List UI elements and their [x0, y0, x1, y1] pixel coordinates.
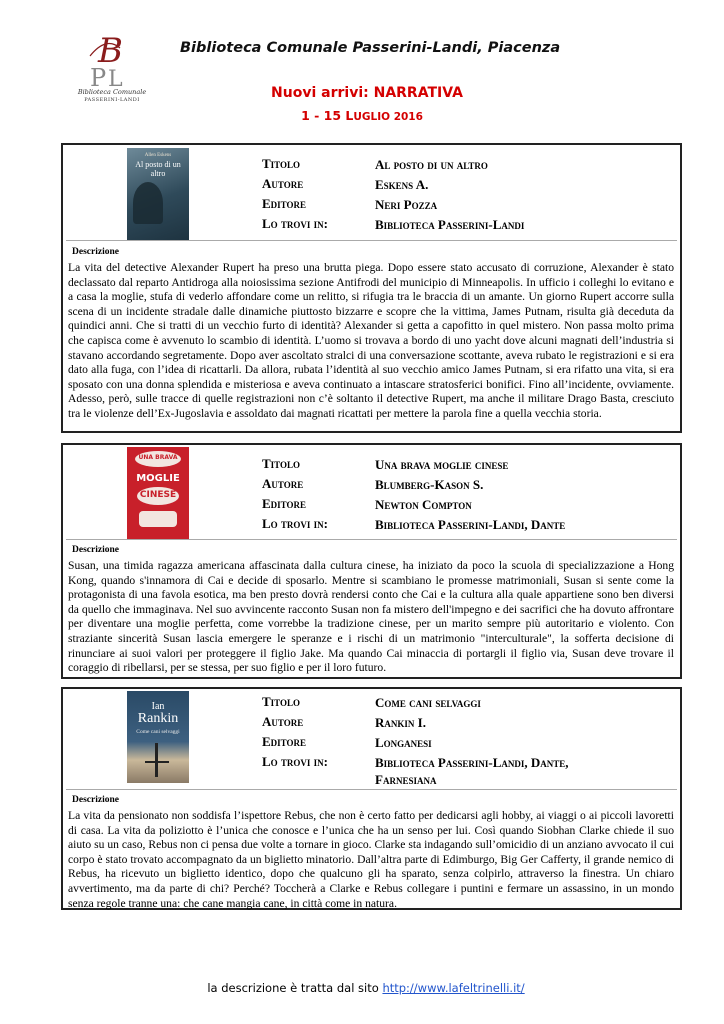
description-label: Descrizione — [72, 247, 119, 257]
book-location: Biblioteca Passerini-Landi — [375, 217, 525, 232]
date-range: 1 - 15 LUGLIO 2016 — [301, 108, 423, 123]
divider — [66, 539, 677, 540]
description-label: Descrizione — [72, 545, 119, 555]
divider — [66, 789, 677, 790]
cover-pier — [145, 761, 169, 763]
svg-text:L: L — [108, 67, 123, 88]
book-publisher: Newton Compton — [375, 497, 472, 512]
book-title: Come cani selvaggi — [375, 695, 481, 710]
footer-note: la descrizione è tratta dal sito http://www.lafeltrinelli.it/ — [207, 981, 525, 995]
source-link[interactable]: http://www.lafeltrinelli.it/ — [382, 981, 525, 995]
svg-text:P: P — [90, 64, 107, 88]
book-publisher: Longanesi — [375, 735, 432, 750]
book-card: Ian Rankin Come cani selvaggi Titolo Come cani selvaggi Autore Rankin I. Editore Longanesi Lo trovi in: Biblioteca Passerini-Landi, Dante, Farnesiana Descrizione La vita da pensionato non soddisfa l’ispettore Rebus, che non è certo fatto per dedicarsi agli hobby, ai viaggi o ai piccoli lavoretti di casa. La vita da poliziotto è l’unica che conosce e l’unica che ha un senso per lui. Così quando Siobhan Clarke chiede il suo aiuto su un caso, Rebus non ci pensa due volte a tornare in gioco. Clarke sta indagando sull’omicidio di un anziano avvocato il cui corpo è stato trovato accompagnato da un biglietto minatorio. Dall’altra parte di Edimburgo, Big Ger Cafferty, il grande nemico di Rebus, ha ricevuto un biglietto identico, dopo che qualcuno gli ha sparato, senza colpirlo, attraverso la finestra. Un chiaro avvertimento, ma da parte di chi? Perché? Toccherà a Clarke e Rebus collegare i puntini e fermare un assassino, in un mondo senza regole tranne una: che cane mangia cane, in città come in natura. — [61, 687, 682, 910]
cover-plate — [139, 511, 177, 527]
book-title: Al posto di un altro — [375, 157, 488, 172]
book-cover: Allen Eskens Al posto di un altro — [127, 148, 189, 240]
logo-caption: Biblioteca Comunale PASSERINI-LANDI — [77, 88, 147, 103]
cover-pier — [155, 743, 158, 777]
book-cover: UNA BRAVA MOGLIE CINESE — [127, 447, 189, 539]
book-title: Una brava moglie cinese — [375, 457, 509, 472]
book-author: Rankin I. — [375, 715, 426, 730]
book-location: Biblioteca Passerini-Landi, Dante — [375, 517, 566, 532]
description-label: Descrizione — [72, 795, 119, 805]
book-cover: Ian Rankin Come cani selvaggi — [127, 691, 189, 783]
book-card: UNA BRAVA MOGLIE CINESE Titolo Una brava moglie cinese Autore Blumberg-Kason S. Editore Newton Compton Lo trovi in: Biblioteca Passerini-Landi, Dante Descrizione Susan, una timida ragazza americana affascinata dalla cultura cinese, ha iniziato da poco la scuola di specializzazione a Hong Kong, quando s'innamora di Cai e decide di sposarlo. Mentre si scambiano le promesse matrimoniali, Susan si sente come la protagonista di una favola esotica, ma ben presto dovrà rendersi conto che Cai e la cultura alla quale appartiene sono ben diversi da quello che immaginava. Nel suo avvincente racconto Susan non fa mistero dell'impegno e dei sacrifici che ha dovuto affrontare per diventare una moglie perfetta, come vorrebbe la tradizione cinese, per un marito sempre più autoritario e violento. Con straziante sincerità Susan lascia emergere le speranze e i rischi di un matrimonio "interculturale", la sofferta decisione di rinunciare ai suoi valori per proteggere il figlio Jake. Ma quando Cai minaccia di portargli il figlio via, Susan deve trovare il coraggio di ribellarsi, per se stessa, per suo figlio e per il loro futuro. — [61, 443, 682, 679]
book-author: Eskens A. — [375, 177, 429, 192]
library-title: Biblioteca Comunale Passerini-Landi, Piacenza — [180, 40, 561, 56]
cover-figure — [133, 182, 163, 224]
divider — [66, 240, 677, 241]
svg-text:B: B — [98, 31, 123, 71]
book-description: La vita del detective Alexander Rupert ha preso una brutta piega. Dopo essere stato accusato di corruzione, Alexander è stato declassato dal reparto Antidroga alla noiosissima sezione Antifrodi del municipio di Minneapolis. In ufficio i colleghi lo evitano e a casa la moglie, stufa di vederlo affondare come un relitto, si rifugia tra le braccia di un amante. Un giorno Rupert accorre sulla scena di un incidente stradale dalle dinamiche piuttosto bizzarre e scopre che la vittima, James Putnam, risulta già deceduta da quindici anni. Che si tratti di un vecchio furto di identità? Alexander si getta a capofitto in quel mistero. Non passa molto prima che capisca come è avvenuto lo scambio di identità. L’uomo si trovava a bordo di uno yacht dove alcuni magnati dell’industria si stavano accordando segretamente. Dopo aver ascoltato stralci di una conversazione scottante, aveva rubato le registrazioni e si era dato alla fuga, con l’idea di ricattarli. Da allora, rubata l’identità al suo vecchio amico James Putnam, si era rifatto una vita, si era sposato con una donna splendida e misteriosa e aveva continuato a intascare stratosferici bonifici. Fino all’incidente, ovviamente. Adesso, però, sulle tracce di quelle registrazioni non c’è soltanto il detective Rupert, ma anche il militare Drago Basta, cresciuto tra le violenze dell’Ex-Jugoslavia e assoldato dai magnati ricattati per mettere la parola fine a quella vecchia storia. — [68, 261, 674, 420]
book-location: Biblioteca Passerini-Landi, Dante, Farnesiana — [375, 755, 569, 787]
book-description: La vita da pensionato non soddisfa l’ispettore Rebus, che non è certo fatto per dedicarsi agli hobby, ai viaggi o ai piccoli lavoretti di casa. La vita da poliziotto è l’unica che conosce e l’unica che ha un senso per lui. Così quando Siobhan Clarke chiede il suo aiuto su un caso, Rebus non ci pensa due volte a tornare in gioco. Clarke sta indagando sull’omicidio di un anziano avvocato il cui corpo è stato trovato accompagnato da un biglietto minatorio. Dall’altra parte di Edimburgo, Big Ger Cafferty, il grande nemico di Rebus, ha ricevuto un biglietto identico, dopo che qualcuno gli ha sparato, senza colpirlo, attraverso la finestra. Un chiaro avvertimento, ma da parte di chi? Perché? Toccherà a Clarke e Rebus collegare i puntini e fermare un assassino, in un mondo senza regole tranne una: che cane mangia cane, in città come in natura. — [68, 809, 674, 910]
section-title: Nuovi arrivi: NARRATIVA — [271, 85, 463, 101]
book-description: Susan, una timida ragazza americana affascinata dalla cultura cinese, ha iniziato da poco la scuola di specializzazione a Hong Kong, quando s'innamora di Cai e decide di sposarlo. Mentre si scambiano le promesse matrimoniali, Susan si sente come la protagonista di una favola esotica, ma ben presto dovrà rendersi conto che Cai e la cultura alla quale appartiene sono ben diversi da quello che immaginava. Nel suo avvincente racconto Susan non fa mistero dell'impegno e dei sacrifici che ha dovuto affrontare per diventare una moglie perfetta, come vorrebbe la tradizione cinese, per un marito sempre più autoritario e violento. Con straziante sincerità Susan lascia emergere le speranze e i rischi di un matrimonio "interculturale", la sofferta decisione di rinunciare ai suoi valori per proteggere il figlio Jake. Ma quando Cai minaccia di portargli il figlio via, Susan deve trovare il coraggio di ribellarsi, per se stessa, per suo figlio e per il loro futuro. — [68, 559, 674, 675]
book-card: Allen Eskens Al posto di un altro Titolo Al posto di un altro Autore Eskens A. Editore Neri Pozza Lo trovi in: Biblioteca Passerini-Landi Descrizione La vita del detective Alexander Rupert ha preso una brutta piega. Dopo essere stato accusato di corruzione, Alexander è stato declassato dal reparto Antidroga alla noiosissima sezione Antifrodi del municipio di Minneapolis. In ufficio i colleghi lo evitano e a casa la moglie, stufa di vederlo affondare come un relitto, si rifugia tra le braccia di un amante. Un giorno Rupert accorre sulla scena di un incidente stradale dalle dinamiche piuttosto bizzarre e scopre che la vittima, James Putnam, risulta già deceduta da quindici anni. Che si tratti di un vecchio furto di identità? Alexander si getta a capofitto in quel mistero. Non passa molto prima che capisca come è avvenuto lo scambio di identità. L’uomo si trovava a bordo di uno yacht dove alcuni magnati dell’industria si stavano accordando segretamente. Dopo aver ascoltato stralci di una conversazione scottante, aveva rubato le registrazioni e si era dato alla fuga, con l’idea di ricattarli. Da allora, rubata l’identità al suo vecchio amico James Putnam, si era rifatto una vita, si era sposato con una donna splendida e misteriosa e aveva continuato a intascare stratosferici bonifici. Fino all’incidente, ovviamente. Adesso, però, sulle tracce di quelle registrazioni non c’è soltanto il detective Rupert, ma anche il militare Drago Basta, cresciuto tra le violenze dell’Ex-Jugoslavia e assoldato dai magnati ricattati per mettere la parola fine a quella vecchia storia. — [61, 143, 682, 433]
book-publisher: Neri Pozza — [375, 197, 438, 212]
book-author: Blumberg-Kason S. — [375, 477, 484, 492]
